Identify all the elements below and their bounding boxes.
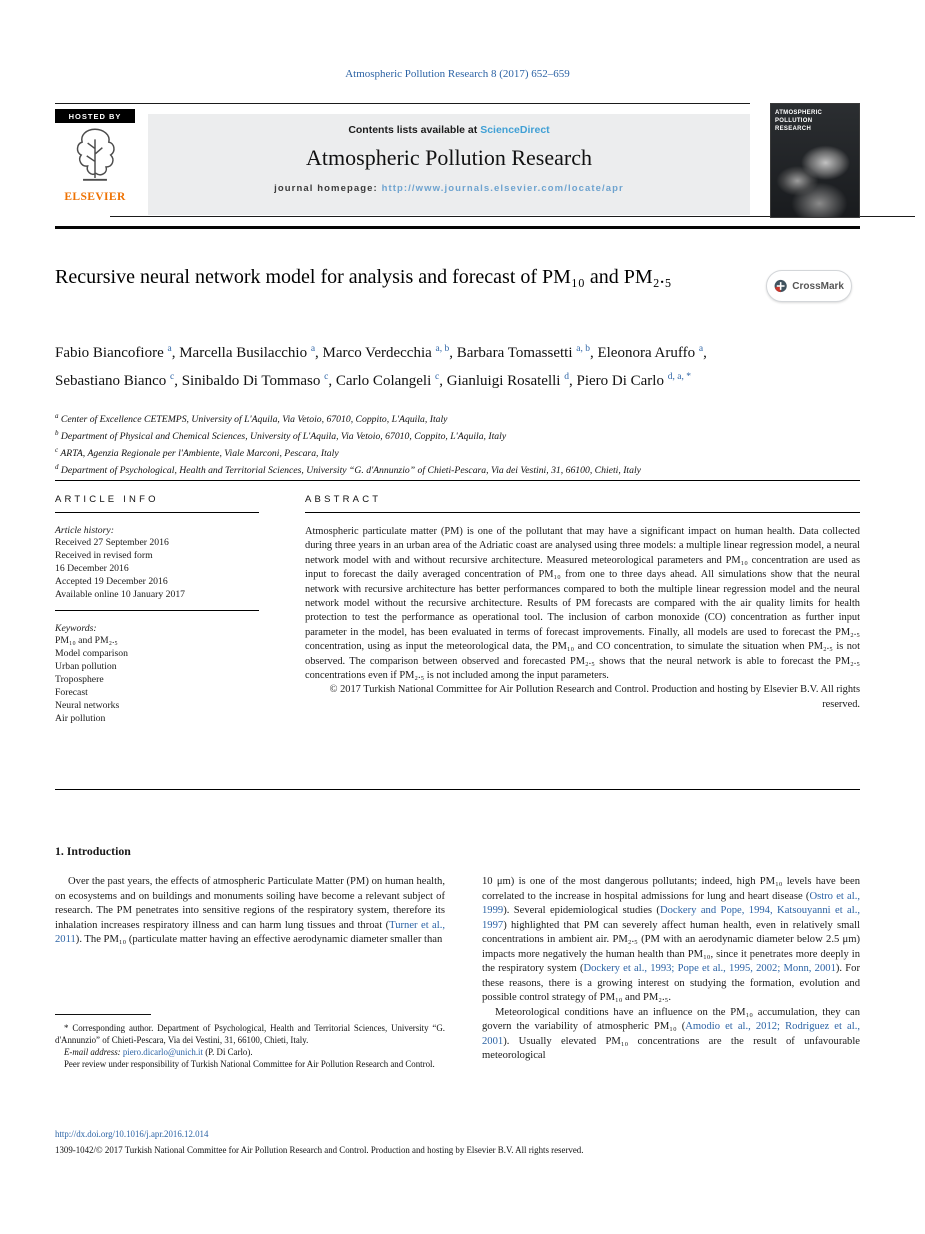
author: Carlo Colangeli $^c$ [335,372,440,389]
intro-paragraph: 10 μm) is one of the most dangerous pollutants; indeed, high PM₁₀ levels have been correlated to the increase in hospital admissions for lung and heart disease (Ostro et al., 1999). Several epidemiological studies (Dockery and Pope, 1994, Katsouyanni et al., 1997) highlighted that PM can severely affect human health, even in relatively small concentrations in ambient air. PM₂.₅ (PM with an aerodynamic diameter below 2.5 μm) impacts more negatively the human health than PM₁₀, since it penetrates more deeply in the respiratory system (Dockery et al., 1993; Pope et al., 1995, 2002; Monn, 2001). For these reasons, there is a growing interest on studying the formation, evolution and possible control strategy of PM₁₀ and PM₂.₅. [482,876,860,1003]
history-entry: Available online 10 January 2017 [55,589,186,600]
contents-line [148,124,750,136]
crossmark-label: CrossMark [792,280,844,292]
journal-title: Atmospheric Pollution Research [306,145,592,170]
masthead [55,103,860,218]
homepage-label: journal homepage: [274,183,378,194]
intro-paragraph: Over the past years, the effects of atmospheric Particulate Matter (PM) on human health, on ecosystems and on buildings and monuments soiling have become a relevant subject of research. The PM penetrates into sensitive regions of the respiratory system, therefore its inhalation increases respiratory illness and can harm lung tissues and throat (Turner et al., 2011). The PM₁₀ (particulate matter having an effective aerodynamic diameter smaller than [55,876,445,945]
keyword: Forecast [55,687,88,698]
author: Sebastiano Bianco $^c$ [55,372,175,389]
article-history-label: Article history: [55,525,114,536]
author-affiliation-sup: c [324,372,329,382]
elsevier-logo-block [55,109,135,213]
info-divider [55,610,259,611]
author-affiliation-sup: d, a, * [667,372,691,382]
keywords-label: Keywords: [55,623,97,634]
elsevier-wordmark: ELSEVIER [64,191,126,203]
affiliation: $^a$ Center of Excellence CETEMPS, University of L'Aquila, Via Vetoio, 67010, Coppito, L'Aquila, Italy [55,412,448,426]
article-history-list [55,536,259,601]
author-affiliation-sup: c [435,372,440,382]
author-affiliation-sup: a, b [576,344,590,354]
citation-link[interactable]: Ostro et al., 1999 [482,890,860,916]
article-title: Recursive neural network model for analysis and forecast of PM₁₀ and PM₂.₅ [55,266,672,288]
email-link[interactable]: piero.dicarlo@unich.it [122,1046,203,1057]
author: Piero Di Carlo $^{d, a, *}$ [576,372,691,389]
keyword: Air pollution [55,713,106,724]
author: Sinibaldo Di Tommaso $^c$ [181,372,329,389]
author: Marcella Busilacchio $^a$ [179,344,316,361]
email-suffix: (P. Di Carlo). [205,1046,253,1057]
journal-citation: Atmospheric Pollution Research 8 (2017) 652–659 [345,68,570,80]
contents-prefix: Contents lists available at [348,124,478,136]
abstract-header: ABSTRACT [305,494,382,505]
footnote-rule [55,1014,151,1015]
keyword: PM₁₀ and PM₂.₅ [55,635,118,646]
author-affiliation-sup: a [310,344,316,354]
header-divider [55,226,860,229]
journal-cover-thumbnail [770,103,860,218]
article-info-column [55,481,259,725]
author-affiliation-sup: a [167,344,172,354]
citation-link[interactable]: Dockery and Pope, 1994, Katsouyanni et al., 1997 [482,905,860,931]
masthead-top-rule [55,103,750,104]
doi-link[interactable]: http://dx.doi.org/10.1016/j.apr.2016.12.014 [55,1129,209,1139]
abstract-copyright: © 2017 Turkish National Committee for Air Pollution Research and Control. Production and hosting by Elsevier B.V. All rights reserved. [329,684,860,710]
elsevier-tree-icon [72,125,118,185]
author: Gianluigi Rosatelli $^d$ [446,372,569,389]
author: Fabio Biancofiore $^a$ [55,344,172,361]
author-affiliation-sup: c [169,372,175,382]
keyword: Troposphere [55,674,104,685]
article-info-header: ARTICLE INFO [55,494,159,505]
bottom-imprint [55,1128,860,1156]
keyword: Neural networks [55,700,120,711]
cover-title-line1: ATMOSPHERIC POLLUTION [775,110,823,124]
info-abstract-section [55,480,860,790]
corresponding-author-note: * Corresponding author. Department of Psychological, Health and Territorial Sciences, University “G. d'Annunzio” of Chieti-Pescara, Via dei Vestini, 31, 66100, Chieti, Italy. [55,1023,445,1045]
keyword: Model comparison [55,648,128,659]
article-info-rule [55,512,259,513]
author-affiliation-sup: a [698,344,704,354]
affiliation-list [55,410,860,478]
keywords-list [55,634,259,725]
author-affiliation-sup: a, b [435,344,450,354]
author: Barbara Tomassetti $^{a, b}$ [456,344,590,361]
footnote [55,1014,445,1071]
author: Eleonora Aruffo $^a$ [597,344,704,361]
history-entry: Received in revised form [55,550,153,561]
sciencedirect-link[interactable]: ScienceDirect [480,124,550,136]
abstract-column [305,481,860,712]
author: Marco Verdecchia $^{a, b}$ [322,344,450,361]
abstract-rule [305,512,860,513]
intro-right-column [482,844,860,1064]
history-entry: 16 December 2016 [55,563,129,574]
homepage-link[interactable]: http://www.journals.elsevier.com/locate/apr [381,183,624,194]
hosted-by-banner: HOSTED BY [55,109,135,123]
abstract-text: Atmospheric particulate matter (PM) is one of the pollutant that may have a significant impact on human health. Data collected during three years in an urban area of the Adriatic coast are analysed using three models: a multiple linear regression model, a neural network model with and without recursive architecture. Measured meteorological parameters and PM₁₀ concentration are used as input to forecast the daily averaged concentration of PM₁₀ from one to three days ahead. All simulations show that the neural network with recursive architecture has better performances compared to both the multiple linear regression model and the neural network model without the recursive architecture. Results of PM forecasts are compared with the air quality limits for health protection to test the performance as operational tool. The inclusion of carbon monoxide (CO) concentration as further input parameter in the model, has been evaluated in terms of forecast improvements. Finally, all models are used to forecast the PM₂.₅ concentration, using as input the meteorological data, the PM₁₀ and CO concentration, to simulate the situation when PM₂.₅ is not observed. The comparison between observed and forecasted PM₂.₅ shows that the neural network is able to forecast the PM₂.₅ concentrations even if PM₂.₅ is not included among the input parameters. [305,526,860,682]
email-label: E-mail address: [64,1046,121,1057]
keyword: Urban pollution [55,661,117,672]
crossmark-badge[interactable] [766,270,852,302]
intro-left-column [55,844,445,948]
citation-link[interactable]: Amodio et al., 2012; Rodriguez et al., 2001 [482,1021,860,1047]
email-line [55,1047,445,1059]
author-list: Fabio Biancofiore $^a$, Marcella Busilacchio $^a$, Marco Verdecchia $^{a, b}$, Barbara Tomassetti $^{a, b}$, Eleonora Aruffo $^a$, Sebastiano Bianco $^c$, Sinibaldo Di Tommaso $^c$, Carlo Colangeli $^c$, Gianluigi Rosatelli $^d$, Piero Di Carlo $^{d, a, *}$ [55,344,707,389]
cover-title [771,104,859,133]
crossmark-icon [774,275,787,297]
citation-link[interactable]: Turner et al., 2011 [55,919,445,945]
affiliation: $^d$ Department of Psychological, Health and Territorial Sciences, University “G. d'Annunzio” of Chieti-Pescara, Via dei Vestini, 31, 66100, Chieti, Italy [55,463,641,477]
issn-copyright: 1309-1042/© 2017 Turkish National Committee for Air Pollution Research and Control. Production and hosting by Elsevier B.V. All rights reserved. [55,1145,584,1155]
peer-review-note: Peer review under responsibility of Turkish National Committee for Air Pollution Research and Control. [64,1058,435,1069]
cover-title-line2: RESEARCH [775,126,812,132]
affiliation: $^b$ Department of Physical and Chemical Sciences, University of L'Aquila, Via Vetoio, 67010, Coppito, L'Aquila, Italy [55,429,507,443]
homepage-line [148,183,750,194]
section-heading: 1. Introduction [55,844,131,858]
journal-banner [148,114,750,215]
affiliation: $^c$ ARTA, Agenzia Regionale per l'Ambiente, Viale Marconi, Pescara, Italy [55,446,339,460]
citation-link[interactable]: Dockery et al., 1993; Pope et al., 1995, 2002; Monn, 2001 [583,963,836,974]
intro-paragraph: Meteorological conditions have an influence on the PM₁₀ accumulation, they can govern the variability of atmospheric PM₁₀ (Amodio et al., 2012; Rodriguez et al., 2001). Usually elevated PM₁₀ concentrations are the result of unfavourable meteorological [482,1006,860,1061]
history-entry: Accepted 19 December 2016 [55,576,168,587]
author-affiliation-sup: d [564,372,569,382]
history-entry: Received 27 September 2016 [55,537,169,548]
